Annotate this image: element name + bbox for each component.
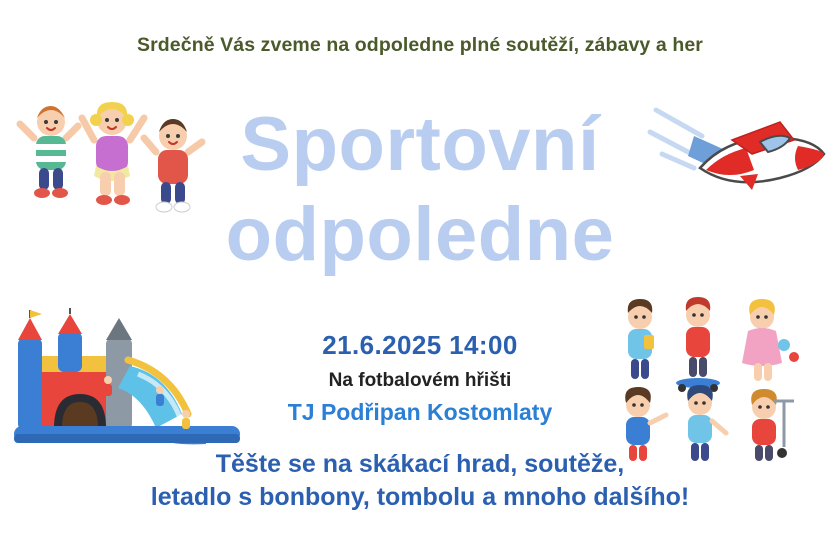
title-line-1: Sportovní bbox=[240, 102, 600, 187]
event-club: TJ Podřipan Kostomlaty bbox=[287, 399, 553, 425]
event-teaser bbox=[0, 448, 840, 514]
invite-text: Srdečně Vás zveme na odpoledne plné soutěží, zábavy a her bbox=[137, 34, 703, 56]
event-datetime: 21.6.2025 14:00 bbox=[322, 330, 518, 360]
poster-title bbox=[0, 100, 840, 279]
event-place: Na fotbalovém hřišti bbox=[328, 370, 512, 391]
teaser-line-1: Těšte se na skákací hrad, soutěže, bbox=[215, 450, 625, 478]
title-line-2: odpoledne bbox=[225, 191, 615, 277]
event-details bbox=[0, 330, 840, 426]
teaser-line-2: letadlo s bonbony, tombolu a mnoho dalšího! bbox=[150, 483, 690, 511]
